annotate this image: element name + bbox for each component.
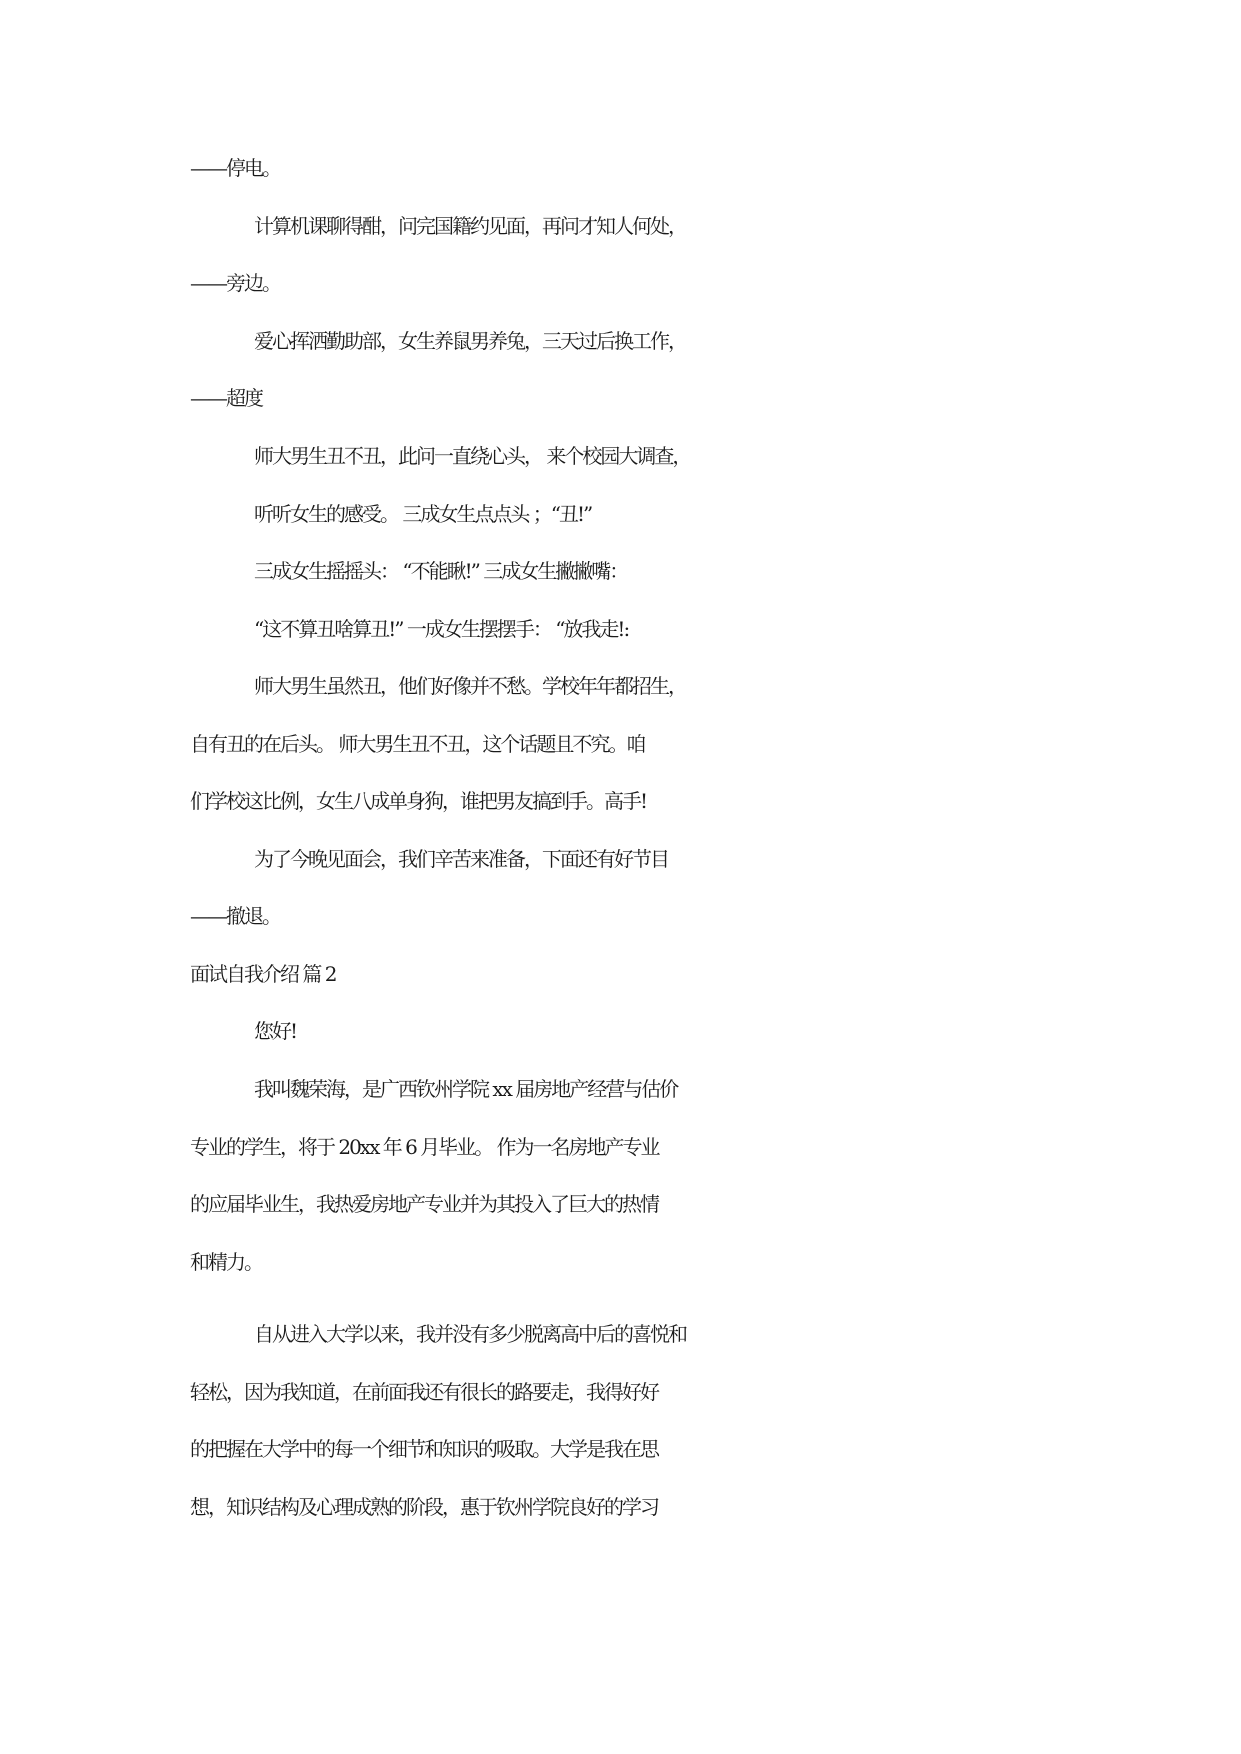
text-line: 师大男生丑不丑，此问一直绕心头， 来个校园大调查， [254, 444, 691, 468]
text-line: 计算机课聊得酣，问完国籍约见面，再问才知人何处， [254, 214, 686, 238]
text-line: ——撤退。 [190, 904, 280, 928]
text-line: 师大男生虽然丑，他们好像并不愁。学校年年都招生， [254, 674, 686, 698]
text-line: ——旁边。 [190, 271, 280, 295]
text-line: 为了今晚见面会，我们辛苦来准备，下面还有好节目 [254, 847, 668, 871]
text-line: 的应届毕业生，我热爱房地产专业并为其投入了巨大的热情 [190, 1192, 658, 1216]
text-line: 您好! [254, 1019, 297, 1043]
text-line: 和精力。 [190, 1250, 262, 1274]
text-line: 轻松，因为我知道，在前面我还有很长的路要走，我得好好 [190, 1380, 658, 1404]
text-line: 的把握在大学中的每一个细节和知识的吸取。大学是我在思 [190, 1437, 658, 1461]
text-line: ——停电。 [190, 156, 280, 180]
section-heading: 面试自我介绍 篇 2 [190, 962, 336, 986]
text-line: 自有丑的在后头。 师大男生丑不丑，这个话题且不究。咱 [190, 732, 645, 756]
text-line: 专业的学生，将于 20xx 年 6 月毕业。 作为一名房地产专业 [190, 1135, 659, 1159]
text-line: ——超度 [190, 386, 262, 410]
text-line: 爱心挥洒勤助部，女生养鼠男养兔，三天过后换工作， [254, 329, 686, 353]
text-line: “这不算丑啥算丑!” 一成女生摆摆手： “放我走!: [254, 617, 629, 641]
text-line: 听听女生的感受。 三成女生点点头 ；“丑!” [254, 502, 592, 526]
text-line: 自从进入大学以来，我并没有多少脱离高中后的喜悦和 [254, 1322, 686, 1346]
text-line: 想，知识结构及心理成熟的阶段，惠于钦州学院良好的学习 [190, 1495, 658, 1519]
text-line: 我叫魏荣海，是广西钦州学院 xx 届房地产经营与估价 [254, 1077, 678, 1101]
text-line: 们学校这比例，女生八成单身狗，谁把男友搞到手。高手! [190, 789, 647, 813]
text-line: 三成女生摇摇头： “不能瞅!” 三成女生撇撇嘴： [254, 559, 628, 583]
